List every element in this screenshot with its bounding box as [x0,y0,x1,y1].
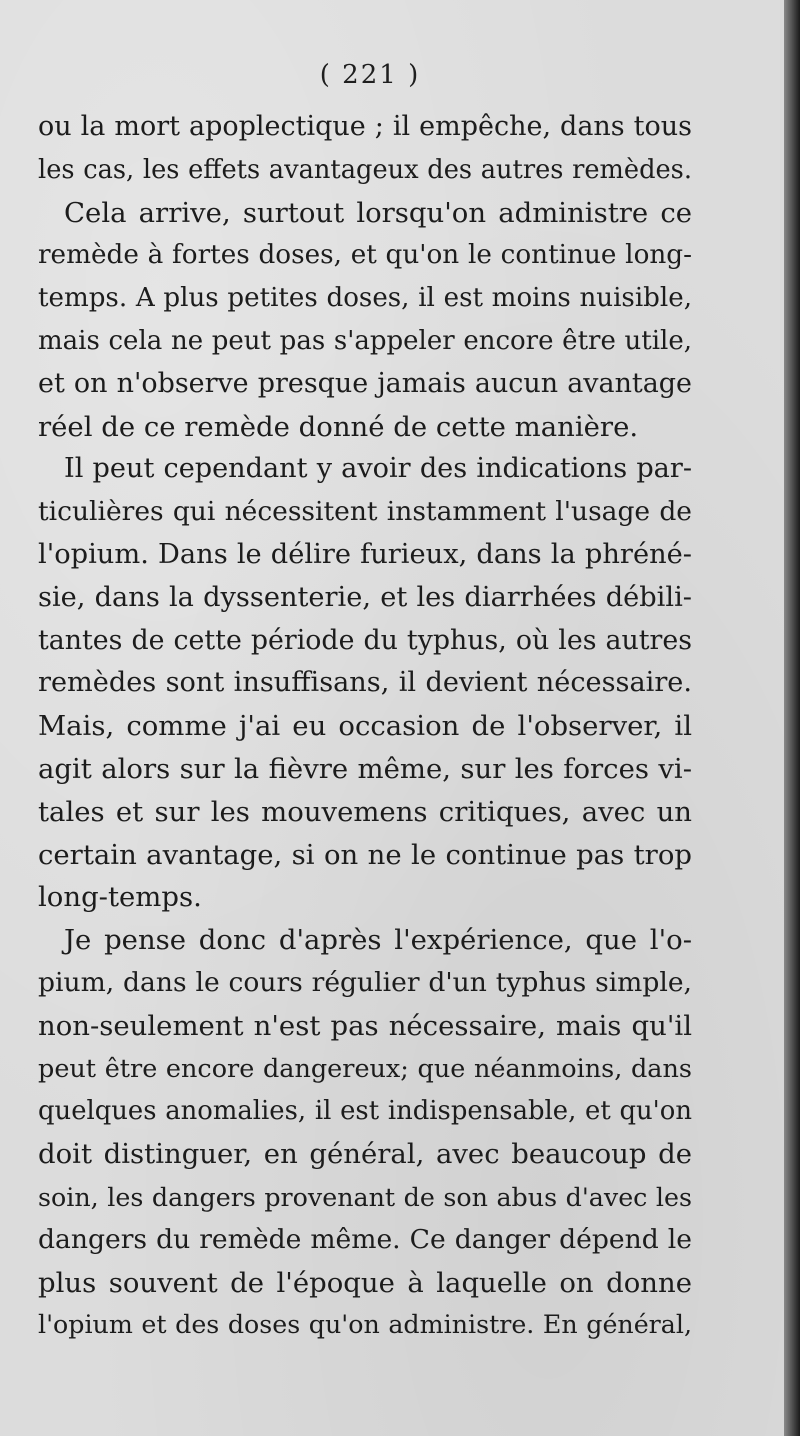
text-line: Cela arrive, surtout lorsqu'on administre ce [64,196,692,229]
text-line: peut être encore dangereux; que néanmoins, dans [38,1053,692,1084]
text-line: plus souvent de l'époque à laquelle on donne [38,1266,692,1299]
text-line: quelques anomalies, il est indispensable, et qu'on [38,1096,692,1127]
text-line: certain avantage, si on ne le continue pas trop [38,838,692,871]
text-line: remède à fortes doses, et qu'on le continue long- [38,240,692,271]
text-line: non-seulement n'est pas nécessaire, mais qu'il [38,1009,692,1042]
text-line: l'opium. Dans le délire furieux, dans la phréné- [38,538,692,570]
text-line: mais cela ne peut pas s'appeler encore être utile, [38,325,692,356]
body-text [38,106,692,1347]
text-line: agit alors sur la fièvre même, sur les forces vi- [38,752,692,785]
text-line: réel de ce remède donné de cette manière. [38,410,639,443]
text-line: doit distinguer, en général, avec beaucoup de [38,1138,692,1171]
text-line: dangers du remède même. Ce danger dépend le [38,1223,692,1255]
page-edge-shadow [784,0,800,1436]
text-line: Mais, comme j'ai eu occasion de l'observer, il [38,710,692,743]
text-line: remèdes sont insuffisans, il devient nécessaire. [38,667,692,699]
text-line: l'opium et des doses qu'on administre. En général, [38,1310,692,1340]
text-line: Il peut cependant y avoir des indications par- [64,453,692,485]
text-line: les cas, les effets avantageux des autres remèdes. [38,154,692,185]
text-line: sie, dans la dyssenterie, et les diarrhées débili- [38,581,692,613]
page-number: ( 221 ) [319,60,421,90]
text-line: et on n'observe presque jamais aucun avantage [38,367,692,399]
text-line: tantes de cette période du typhus, où les autres [38,624,692,656]
text-line: pium, dans le cours régulier d'un typhus simple, [38,966,692,998]
text-line: long-temps. [38,881,202,914]
text-line: soin, les dangers provenant de son abus d'avec les [38,1181,692,1212]
text-line: temps. A plus petites doses, il est moins nuisible, [38,283,692,314]
text-line: ou la mort apoplectique ; il empêche, dans tous [38,111,692,142]
text-line: ticulières qui nécessitent instamment l'usage de [38,496,692,528]
text-line: tales et sur les mouvemens critiques, avec un [38,795,692,828]
text-line: Je pense donc d'après l'expérience, que l'o- [64,924,692,957]
